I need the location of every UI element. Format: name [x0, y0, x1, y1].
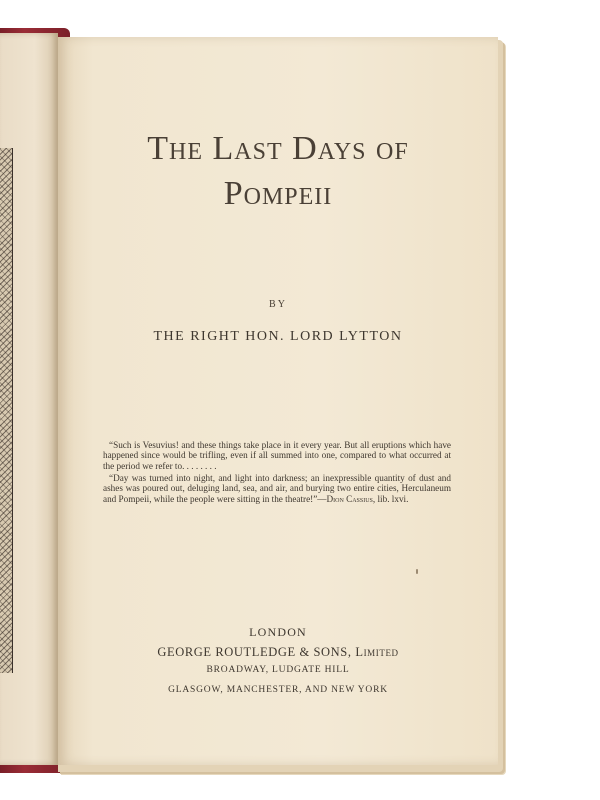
- epigraph-paragraph-2-text: “Day was turned into night, and light into darkness; an inexpressible quantity of dust and ashes was poured out, deluging land, sea, and air, and burying two entire cities, Herculaneum and Pompeii, while the people were sitting in the theatre!”—: [103, 473, 451, 504]
- epigraph-paragraph-2: [103, 473, 451, 504]
- epigraph-source: , lib. lxvi.: [372, 493, 409, 504]
- publisher-suffix: Limited: [355, 645, 399, 659]
- publisher-name: GEORGE ROUTLEDGE & SONS,: [157, 645, 352, 659]
- frontispiece-engraving: [0, 148, 13, 673]
- byline-by: BY: [269, 299, 287, 310]
- book-title-line-1: The Last Days of: [147, 130, 409, 167]
- author-name: THE RIGHT HON. LORD LYTTON: [153, 329, 403, 344]
- epigraph-paragraph-1: “Such is Vesuvius! and these things take place in it every year. But all eruptions which have happened since would be trifling, even if all summed into one, compared to what occurred at the period we refer to. . . . . . . .: [103, 440, 451, 471]
- left-page: [0, 33, 58, 765]
- imprint-address: BROADWAY, LUDGATE HILL: [206, 665, 350, 675]
- book-title-line-2: Pompeii: [223, 175, 333, 212]
- imprint-cities: GLASGOW, MANCHESTER, AND NEW YORK: [168, 685, 388, 695]
- imprint-publisher: [58, 645, 498, 660]
- title-page: [58, 37, 498, 765]
- epigraph-attribution: Dion Cassius: [326, 493, 373, 504]
- imprint-city: LONDON: [249, 625, 307, 639]
- paper-fleck: [416, 569, 418, 574]
